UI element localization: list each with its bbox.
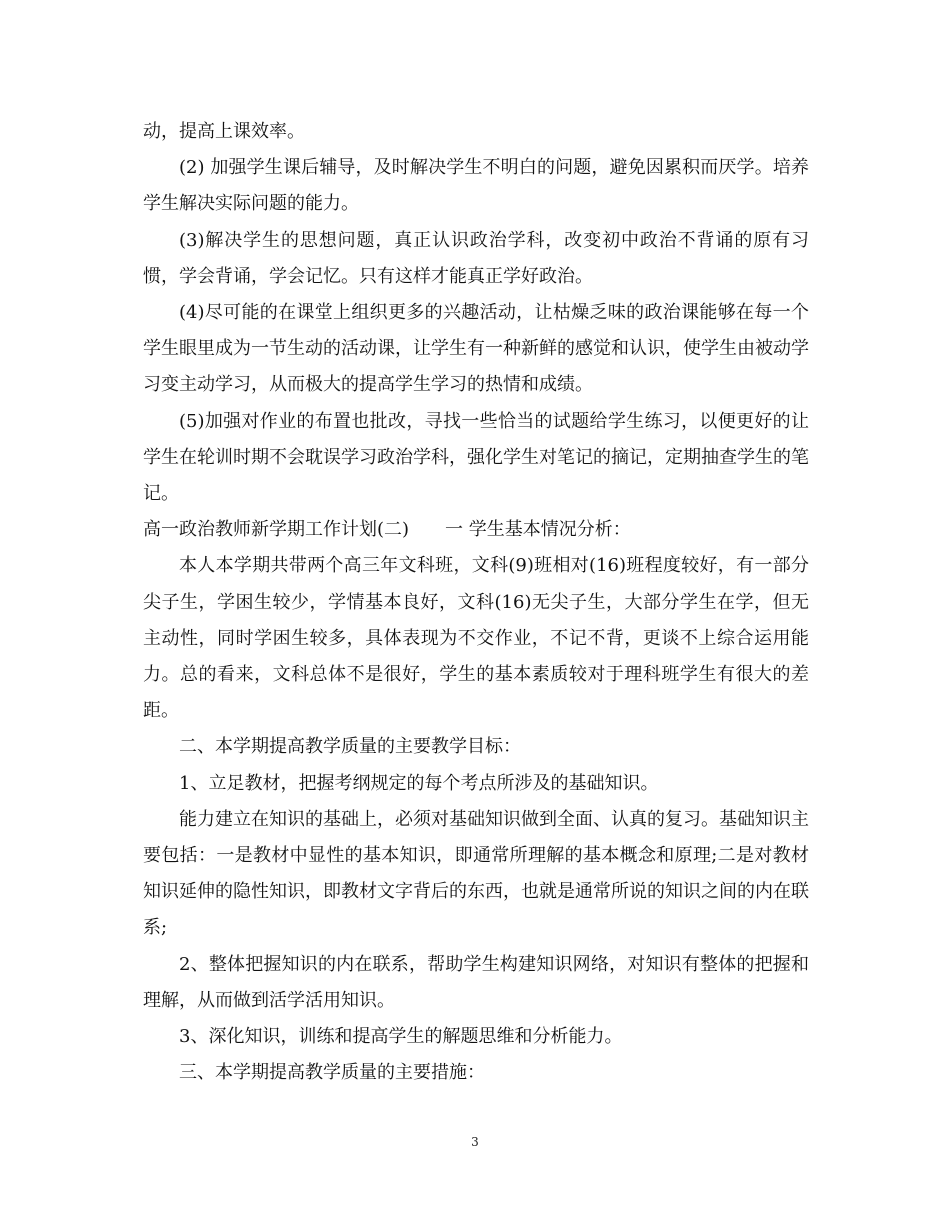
paragraph-basic-knowledge: 能力建立在知识的基础上，必须对基础知识做到全面、认真的复习。基础知识主要包括：一是教材中显性的基本知识，即通常所理解的基本概念和原理;二是对教材知识延伸的隐性知识，即教材文字背后的东西，也就是通常所说的知识之间的内在联系; bbox=[143, 808, 809, 939]
heading-teaching-measures: 三、本学期提高教学质量的主要措施： bbox=[179, 1062, 485, 1084]
paragraph-item-4: (4)尽可能的在课堂上组织更多的兴趣活动，让枯燥乏味的政治课能够在每一个学生眼里成为一节生动的活动课，让学生有一种新鲜的感觉和认识，使学生由被动学习变主动学习，从而极大的提高学生学习的热情和成绩。 bbox=[143, 302, 809, 396]
paragraph-item-2: (2) 加强学生课后辅导，及时解决学生不明白的问题，避免因累积而厌学。培养学生解决实际问题的能力。 bbox=[143, 157, 809, 215]
paragraph-continuation: 动，提高上课效率。 bbox=[143, 121, 305, 142]
paragraph-goal-1: 1、立足教材，把握考纲规定的每个考点所涉及的基础知识。 bbox=[179, 772, 659, 794]
section-heading-plan-two: 高一政治教师新学期工作计划(二) 一 学生基本情况分析： bbox=[143, 519, 631, 541]
paragraph-item-5: (5)加强对作业的布置也批改，寻找一些恰当的试题给学生练习，以便更好的让学生在轮训时期不会耽误学习政治学科，强化学生对笔记的摘记，定期抽查学生的笔记。 bbox=[143, 410, 809, 505]
paragraph-goal-2: 2、整体把握知识的内在联系，帮助学生构建知识网络，对知识有整体的把握和理解，从而做到活学活用知识。 bbox=[143, 953, 809, 1011]
paragraph-goal-3: 3、深化知识，训练和提高学生的解题思维和分析能力。 bbox=[179, 1026, 623, 1048]
document-body bbox=[143, 114, 809, 1091]
paragraph-item-3: (3)解决学生的思想问题，真正认识政治学科，改变初中政治不背诵的原有习惯，学会背诵，学会记忆。只有这样才能真正学好政治。 bbox=[143, 229, 809, 287]
heading-teaching-goals: 二、本学期提高教学质量的主要教学目标： bbox=[179, 736, 521, 758]
page-number: 3 bbox=[471, 1135, 479, 1149]
paragraph-student-analysis: 本人本学期共带两个高三年文科班，文科(9)班相对(16)班程度较好，有一部分尖子生，学困生较少，学情基本良好，文科(16)无尖子生，大部分学生在学，但无主动性，同时学困生较多，具体表现为不交作业，不记不背，更谈不上综合运用能力。总的看来，文科总体不是很好，学生的基本素质较对于理科班学生有很大的差距。 bbox=[143, 555, 809, 722]
